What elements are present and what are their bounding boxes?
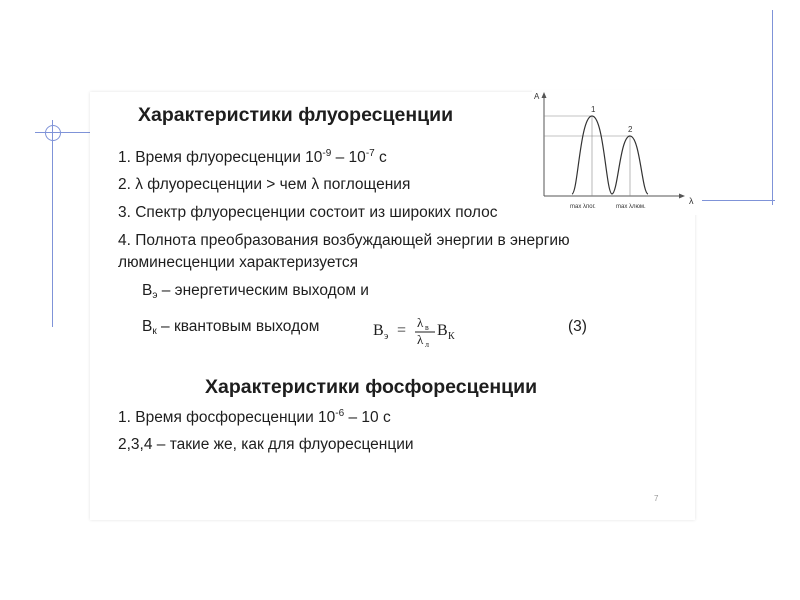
formula-rhs: В (437, 322, 448, 339)
quantum-yield-line (142, 318, 319, 337)
quantum-yield-symbol: В (142, 318, 153, 335)
title-phosphorescence: Характеристики фосфоресценции (205, 376, 538, 398)
fluor-item-1 (118, 148, 387, 167)
title-fluorescence: Характеристики флуоресценции (138, 104, 454, 126)
frame-vertical-left (52, 120, 53, 327)
yield-formula (373, 314, 483, 348)
graph-y-label: A (534, 92, 540, 101)
formula-lhs-subscript: э (384, 331, 389, 342)
x-tick-emission-max: max λлюм. (616, 204, 646, 210)
frame-horizontal-right (695, 200, 775, 201)
quantum-yield-text: – квантовым выходом (156, 318, 320, 335)
equation-number: (3) (568, 318, 587, 335)
graph-x-label: λ (689, 196, 694, 206)
fluor-item-1-middle: – 10 (331, 149, 366, 166)
formula-denominator-subscript: л (425, 340, 429, 348)
energy-yield-text: – энергетическим выходом и (157, 282, 369, 299)
fluor-item-1-text: 1. Время флуоресценции 10 (118, 149, 323, 166)
phos-item-1-text: 1. Время фосфоресценции 10 (118, 409, 336, 426)
page-number: 7 (654, 494, 659, 503)
quantum-yield-subscript: к (152, 326, 157, 337)
peak2-label: 2 (628, 125, 633, 134)
formula-equals: = (397, 322, 407, 339)
absorption-emission-graph (532, 90, 702, 215)
fluor-item-3: 3. Спектр флуоресценции состоит из широких полос (118, 204, 498, 221)
formula-denominator: λ (417, 332, 424, 347)
phos-item-1 (118, 408, 391, 427)
phos-item-2: 2,3,4 – такие же, как для флуоресценции (118, 436, 414, 453)
phos-item-1-unit: – 10 с (344, 409, 391, 426)
energy-yield-subscript: э (152, 290, 158, 301)
peak1-label: 1 (591, 105, 596, 114)
fluor-item-2: 2. λ флуоресценции > чем λ поглощения (118, 176, 411, 193)
fluor-item-1-exponent-2: -7 (365, 148, 375, 159)
fluor-item-4-line-2: люминесценции характеризуется (118, 254, 359, 271)
phos-item-1-exponent: -6 (335, 408, 345, 419)
frame-circle-ornament (45, 125, 61, 141)
fluor-item-1-exponent-1: -9 (322, 148, 332, 159)
frame-horizontal-left (35, 132, 90, 133)
formula-rhs-subscript: К (448, 331, 455, 342)
fluor-item-4-line-1: 4. Полнота преобразования возбуждающей энергии в энергию (118, 232, 570, 249)
formula-numerator: λ (417, 315, 424, 330)
formula-numerator-subscript: в (425, 323, 429, 332)
energy-yield-symbol: В (142, 282, 153, 299)
formula-lhs: В (373, 322, 384, 339)
energy-yield-line (142, 282, 369, 301)
fluor-item-1-unit: с (374, 149, 387, 166)
frame-vertical-right (772, 10, 773, 205)
x-tick-absorption-max: max λпог. (570, 204, 596, 210)
